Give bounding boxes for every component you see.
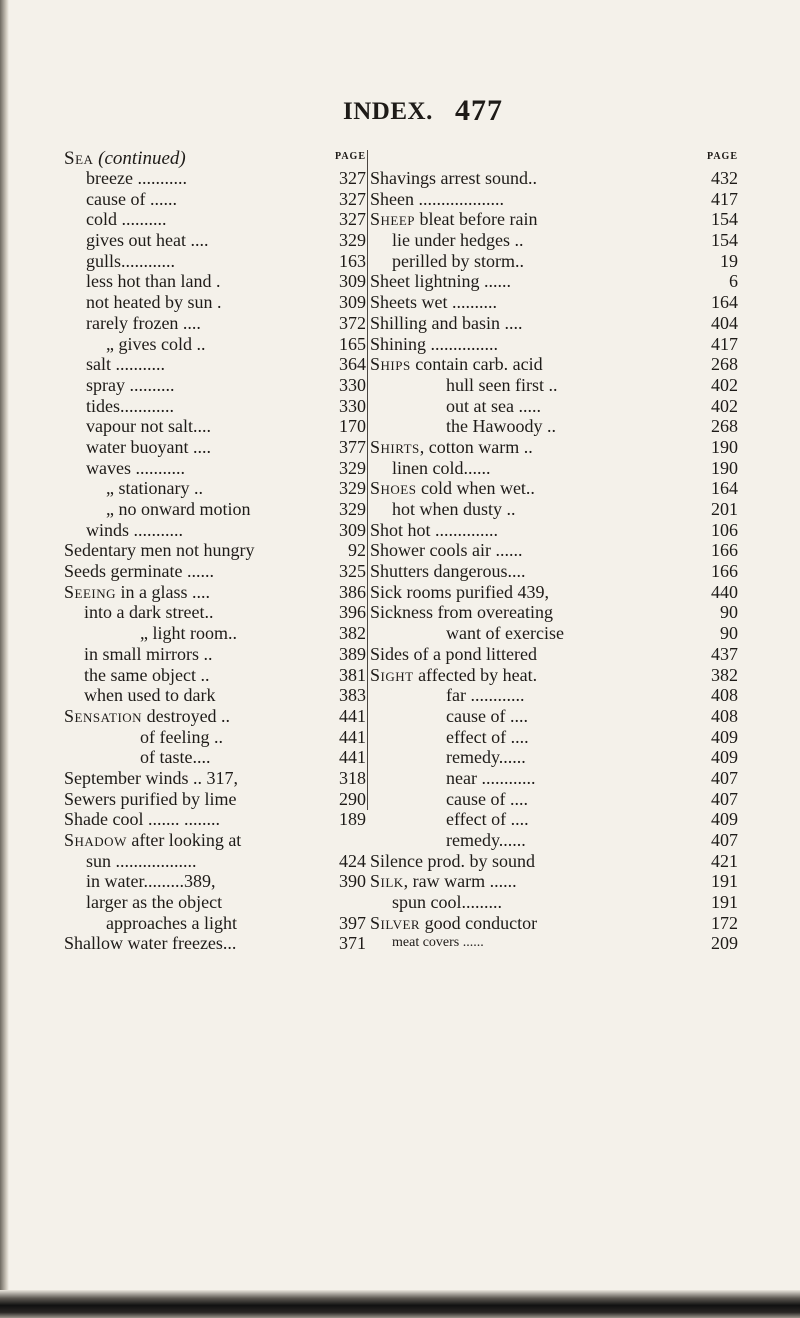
entry-page-number: 372	[339, 312, 366, 333]
entry-page-number: 440	[711, 581, 738, 602]
entry-text: Shining ...............	[370, 333, 499, 354]
index-entry	[64, 520, 366, 541]
index-entry	[370, 458, 738, 479]
entry-page-number: 383	[339, 685, 366, 706]
index-entry	[64, 706, 366, 727]
entry-text: of taste....	[140, 747, 211, 768]
index-entry	[370, 478, 738, 499]
entry-page-number: 209	[711, 933, 738, 954]
index-entry	[370, 892, 738, 913]
index-entry	[370, 665, 738, 686]
index-entry	[370, 354, 738, 375]
index-entry	[370, 644, 738, 665]
entry-page-number: 92	[348, 540, 366, 561]
entry-page-number: 409	[711, 747, 738, 768]
entry-text: Sheet lightning ......	[370, 271, 511, 292]
entry-page-number: 189	[339, 809, 366, 830]
entry-page-number: 408	[711, 705, 738, 726]
entry-text: spray ..........	[86, 374, 175, 395]
entry-page-number: 377	[339, 436, 366, 457]
entry-page-number: 318	[339, 767, 366, 788]
entry-page-number: 170	[339, 416, 366, 437]
index-entry	[370, 271, 738, 292]
entry-text: winds ...........	[86, 519, 184, 540]
entry-text: approaches a light	[106, 912, 237, 933]
entry-page-number: 432	[711, 168, 738, 188]
index-entry	[64, 747, 366, 768]
index-entry	[64, 644, 366, 665]
index-entry	[370, 561, 738, 582]
index-entry	[370, 168, 738, 189]
entry-text: Sight affected by heat.	[370, 664, 538, 685]
entry-page-number: 90	[720, 602, 738, 623]
entry-page-number: 329	[339, 230, 366, 251]
entry-text: Shoes cold when wet..	[370, 478, 535, 499]
entry-text: Shower cools air ......	[370, 540, 523, 561]
entry-keyword: Silk	[370, 871, 404, 892]
index-entry	[64, 623, 366, 644]
entry-text: remedy......	[446, 747, 526, 768]
index-entry	[370, 313, 738, 334]
entry-page-number: 268	[711, 416, 738, 437]
index-entry	[370, 251, 738, 272]
entry-page-number: 396	[339, 602, 366, 623]
entry-page-number: 402	[711, 395, 738, 416]
column-heading-left	[64, 148, 366, 168]
index-entry	[64, 933, 366, 954]
entry-page-number: 389	[339, 643, 366, 664]
entry-page-number: 163	[339, 250, 366, 271]
index-entry	[370, 871, 738, 892]
entry-page-number: 19	[720, 250, 738, 271]
entry-page-number: 381	[339, 664, 366, 685]
entry-text: into a dark street..	[84, 602, 214, 623]
entry-text: „ gives cold ..	[106, 333, 206, 354]
entry-page-number: 402	[711, 374, 738, 395]
index-entry	[370, 789, 738, 810]
entry-page-number: 190	[711, 457, 738, 478]
index-entry	[370, 437, 738, 458]
page-bottom-edge	[0, 1290, 800, 1318]
page-label: PAGE	[706, 151, 738, 162]
index-entry	[64, 871, 366, 892]
index-entry	[370, 230, 738, 251]
entry-keyword: Seeing	[64, 581, 116, 602]
entry-keyword: Sight	[370, 664, 414, 685]
entry-keyword: Shoes	[370, 478, 417, 499]
entry-text: vapour not salt....	[86, 416, 211, 437]
entry-page-number: 409	[711, 726, 738, 747]
entry-text: effect of ....	[446, 726, 529, 747]
entry-page-number: 330	[339, 395, 366, 416]
page-edge-shadow	[0, 0, 9, 1318]
entry-text: Sheets wet ..........	[370, 292, 497, 313]
index-entry	[64, 540, 366, 561]
index-entry	[370, 913, 738, 934]
entry-text: rarely frozen ....	[86, 312, 201, 333]
entry-text: gulls............	[86, 250, 176, 271]
index-column-right	[370, 148, 738, 954]
entry-page-number: 6	[729, 271, 738, 292]
entry-page-number: 407	[711, 767, 738, 788]
index-entry	[64, 665, 366, 686]
entry-page-number: 191	[711, 892, 738, 913]
entry-text: „ light room..	[140, 623, 237, 644]
index-entry	[64, 830, 366, 851]
entry-text: cause of ....	[446, 788, 528, 809]
entry-page-number: 382	[711, 664, 738, 685]
entry-page-number: 309	[339, 271, 366, 292]
entry-page-number: 268	[711, 354, 738, 375]
entry-page-number: 191	[711, 871, 738, 892]
entry-page-number: 404	[711, 312, 738, 333]
entry-text: in water.........389,	[86, 871, 216, 892]
index-entry	[370, 602, 738, 623]
index-entry	[64, 478, 366, 499]
entry-text: „ stationary ..	[106, 478, 203, 499]
entry-text: linen cold......	[392, 457, 491, 478]
entry-page-number: 327	[339, 188, 366, 209]
index-entry	[64, 768, 366, 789]
entry-text: the Hawoody ..	[446, 416, 556, 437]
index-entry	[64, 499, 366, 520]
entry-text: out at sea .....	[446, 395, 541, 416]
entry-text: effect of ....	[446, 809, 529, 830]
entry-text: cause of ....	[446, 705, 528, 726]
entry-text: Silence prod. by sound	[370, 850, 535, 871]
index-entry	[370, 706, 738, 727]
entry-page-number: 190	[711, 436, 738, 457]
index-entry	[370, 685, 738, 706]
entry-page-number: 408	[711, 685, 738, 706]
index-entry	[64, 375, 366, 396]
entry-page-number: 164	[711, 478, 738, 499]
entry-page-number: 382	[339, 623, 366, 644]
index-entry	[370, 520, 738, 541]
entry-text: Silver good conductor	[370, 912, 538, 933]
entry-text: spun cool.........	[392, 892, 502, 913]
index-entry	[64, 168, 366, 189]
entry-page-number: 309	[339, 519, 366, 540]
entry-page-number: 166	[711, 561, 738, 582]
index-entry	[370, 768, 738, 789]
entry-text: Sheep bleat before rain	[370, 209, 538, 230]
entry-page-number: 409	[711, 809, 738, 830]
entry-text: Shot hot ..............	[370, 519, 499, 540]
entry-text: not heated by sun .	[86, 292, 222, 313]
entry-text: September winds .. 317,	[64, 767, 238, 788]
entry-page-number: 106	[711, 519, 738, 540]
entry-page-number: 371	[339, 933, 366, 954]
index-entry	[64, 251, 366, 272]
entry-page-number: 327	[339, 168, 366, 188]
entry-text: Sheen ...................	[370, 188, 504, 209]
entry-page-number: 441	[339, 726, 366, 747]
entry-page-number: 417	[711, 188, 738, 209]
entry-keyword: Sheep	[370, 209, 416, 230]
entry-text: Shadow after looking at	[64, 830, 242, 850]
entry-text: Silk, raw warm ......	[370, 871, 517, 892]
entry-text: gives out heat ....	[86, 230, 209, 251]
index-entry	[64, 354, 366, 375]
entry-text: Shavings arrest sound..	[370, 168, 537, 188]
entry-text: Seeds germinate ......	[64, 561, 214, 582]
entry-page-number: 325	[339, 561, 366, 582]
entry-keyword: Sensation	[64, 705, 143, 726]
heading-entry-sea: Sea (continued)	[64, 148, 186, 169]
index-entry	[64, 189, 366, 210]
entry-text: less hot than land .	[86, 271, 221, 292]
page-number: 477	[455, 94, 503, 127]
page-header	[0, 94, 800, 132]
entry-text: waves ...........	[86, 457, 185, 478]
index-entry	[64, 913, 366, 934]
entry-keyword: Shirts	[370, 436, 420, 457]
entry-page-number: 424	[339, 850, 366, 871]
entry-text: „ no onward motion	[106, 499, 251, 519]
entry-text: salt ...........	[86, 354, 165, 375]
entry-text: remedy......	[446, 830, 526, 850]
entry-page-number: 397	[339, 912, 366, 933]
index-entry	[370, 623, 738, 644]
entry-page-number: 165	[339, 333, 366, 354]
entry-page-number: 364	[339, 354, 366, 375]
index-entry	[64, 437, 366, 458]
entry-text: want of exercise	[446, 623, 564, 644]
entry-text: hull seen first ..	[446, 374, 558, 395]
index-entry	[64, 561, 366, 582]
entry-text: lie under hedges ..	[392, 230, 524, 251]
entry-page-number: 154	[711, 230, 738, 251]
entry-text: meat covers ......	[392, 935, 484, 951]
index-entry	[370, 747, 738, 768]
entry-text: water buoyant ....	[86, 436, 211, 457]
entry-page-number: 407	[711, 788, 738, 809]
entry-text: Seeing in a glass ....	[64, 581, 210, 602]
entry-text: Sick rooms purified 439,	[370, 581, 549, 602]
entry-text: larger as the object	[86, 892, 223, 913]
index-entry	[370, 189, 738, 210]
index-entry	[64, 209, 366, 230]
index-entry	[64, 292, 366, 313]
entry-text: Sickness from overeating	[370, 602, 553, 623]
entry-text: near ............	[446, 767, 536, 788]
entry-text: the same object ..	[84, 664, 210, 685]
entry-page-number: 441	[339, 747, 366, 768]
entry-text: breeze ...........	[86, 168, 187, 188]
index-entry	[64, 809, 366, 830]
entry-text: Ships contain carb. acid	[370, 354, 543, 375]
entry-text: when used to dark	[84, 685, 216, 706]
index-entry	[370, 830, 738, 851]
entry-text: Shade cool ....... ........	[64, 809, 220, 830]
index-entry	[370, 851, 738, 872]
index-entry	[370, 209, 738, 230]
entry-page-number: 330	[339, 374, 366, 395]
entry-page-number: 386	[339, 581, 366, 602]
entry-page-number: 417	[711, 333, 738, 354]
entry-page-number: 201	[711, 499, 738, 519]
index-entry	[64, 602, 366, 623]
entry-text: Sensation destroyed ..	[64, 705, 231, 726]
entry-page-number: 172	[711, 912, 738, 933]
index-entry	[64, 851, 366, 872]
entry-text: perilled by storm..	[392, 250, 524, 271]
index-entry	[370, 334, 738, 355]
entry-page-number: 164	[711, 292, 738, 313]
entry-page-number: 441	[339, 705, 366, 726]
index-entry	[64, 416, 366, 437]
entry-page-number: 154	[711, 209, 738, 230]
entry-text: Sides of a pond littered	[370, 643, 537, 664]
entry-text: of feeling ..	[140, 726, 223, 747]
index-entry	[64, 458, 366, 479]
entry-text: Shilling and basin ....	[370, 312, 523, 333]
entry-text: sun ..................	[86, 850, 197, 871]
entry-keyword: Shadow	[64, 830, 127, 850]
index-entry	[64, 230, 366, 251]
column-heading-right	[370, 148, 738, 168]
index-entry	[64, 396, 366, 417]
index-entry	[370, 416, 738, 437]
index-entry	[64, 789, 366, 810]
entry-page-number: 390	[339, 871, 366, 892]
entry-page-number: 329	[339, 478, 366, 499]
entry-page-number: 166	[711, 540, 738, 561]
entry-text: cause of ......	[86, 188, 177, 209]
entry-text: hot when dusty ..	[392, 499, 516, 519]
entry-page-number: 290	[339, 788, 366, 809]
entry-text: Shutters dangerous....	[370, 561, 526, 582]
entry-text: in small mirrors ..	[84, 643, 213, 664]
entry-page-number: 329	[339, 499, 366, 519]
index-entry	[370, 499, 738, 520]
entry-text: Sewers purified by lime	[64, 788, 237, 809]
entry-text: cold ..........	[86, 209, 167, 230]
entry-page-number: 309	[339, 292, 366, 313]
entry-text: far ............	[446, 685, 525, 706]
index-entry	[370, 933, 738, 954]
entry-page-number: 421	[711, 850, 738, 871]
entry-page-number: 327	[339, 209, 366, 230]
index-column-left	[64, 148, 366, 954]
page-title: INDEX.	[343, 98, 433, 125]
entry-text: Shirts, cotton warm ..	[370, 436, 533, 457]
index-entry	[370, 375, 738, 396]
index-entry	[370, 540, 738, 561]
page-label: PAGE	[334, 151, 366, 162]
index-entry	[64, 313, 366, 334]
column-divider	[367, 150, 368, 810]
index-entry	[64, 582, 366, 603]
index-entry	[370, 727, 738, 748]
index-entry	[64, 271, 366, 292]
index-entry	[64, 727, 366, 748]
entry-text: Shallow water freezes...	[64, 933, 237, 954]
entry-text: tides............	[86, 395, 174, 416]
index-entry	[64, 892, 366, 913]
entry-page-number: 90	[720, 623, 738, 644]
entry-page-number: 437	[711, 643, 738, 664]
index-entry	[370, 809, 738, 830]
entry-page-number: 329	[339, 457, 366, 478]
index-entry	[370, 292, 738, 313]
index-entry	[370, 396, 738, 417]
entry-page-number: 407	[711, 830, 738, 850]
index-entry	[64, 334, 366, 355]
entry-text: Sedentary men not hungry	[64, 540, 255, 561]
entry-keyword: Silver	[370, 912, 421, 933]
index-entry	[64, 685, 366, 706]
entry-keyword: Ships	[370, 354, 411, 375]
index-entry	[370, 582, 738, 603]
